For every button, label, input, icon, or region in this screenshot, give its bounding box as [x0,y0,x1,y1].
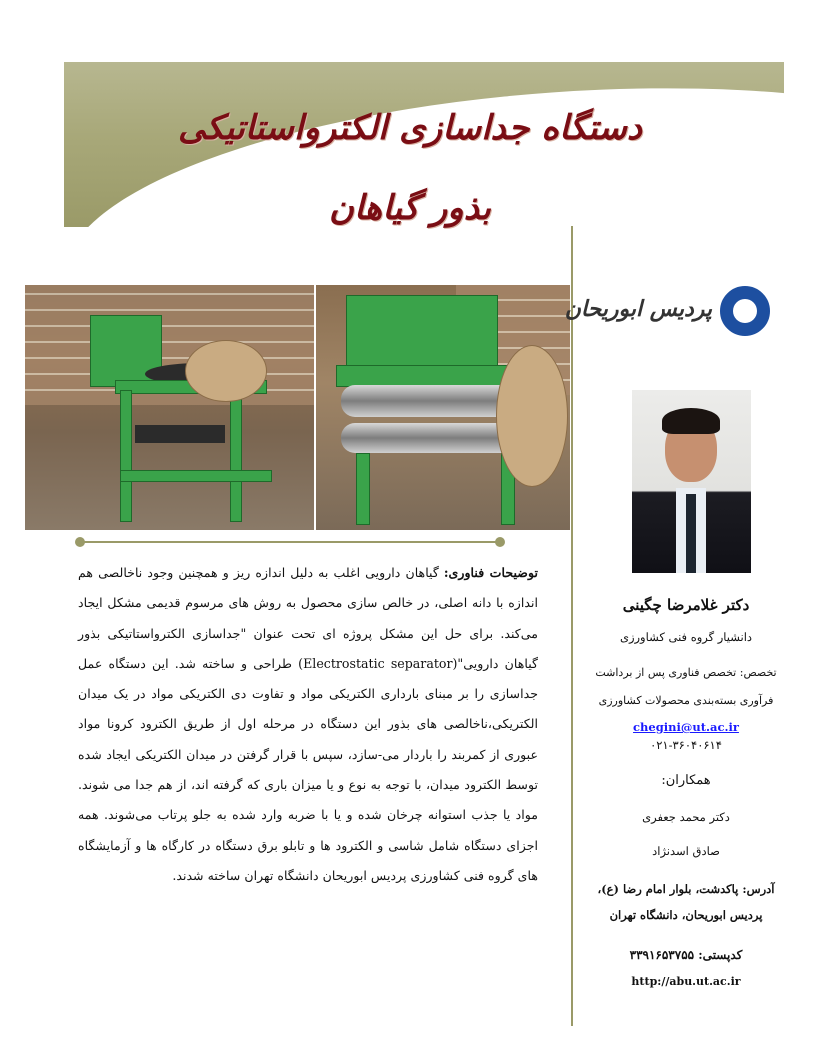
researcher-specialty-1: تخصص: تخصص فناوری پس از برداشت [595,666,777,679]
collaborator-2: صادق اسدنژاد [652,844,720,858]
address-line-2: پردیس ابوریحان، دانشگاه تهران [609,908,763,922]
logo-text: پردیس ابوریحان [564,296,712,322]
address-line-1: آدرس: پاکدشت، بلوار امام رضا (ع)، [597,882,775,896]
researcher-specialty-2: فرآوری بسته‌بندی محصولات کشاورزی [598,694,774,707]
machine-photo-front-view [316,285,570,530]
vertical-divider [571,226,573,1026]
postal-code: کدپستی: ۳۳۹۱۶۵۳۷۵۵ [629,948,743,962]
website-url[interactable]: http://abu.ut.ac.ir [631,975,741,988]
researcher-position: دانشیار گروه فنی کشاورزی [619,630,753,644]
page-title: دستگاه جداسازی الکترواستاتیکی بذور گیاهان [177,108,643,228]
researcher-portrait [632,390,751,573]
collaborators-label: همکاران: [661,773,711,788]
technology-description [78,558,538,891]
email-link[interactable]: chegini@ut.ac.ir [633,720,739,734]
researcher-name: دکتر غلامرضا چگینی [622,596,750,614]
section-divider [80,541,500,543]
description-body: گیاهان دارویی اغلب به دلیل اندازه ریز و همچنین وجود ناخالصی هم اندازه با دانه اصلی، در خالص سازی محصول به روش های مرسوم قدیمی مشکل ایجاد می‌کند. برای حل این مشکل پروژه ای تحت عنوان "جداسازی الکترواستاتیکی بذور گیاهان دارویی"(Electrostatic separator) طراحی و ساخته شد. این دستگاه عمل جداسازی را بر مبنای بارداری الکتریکی مواد و تفاوت دی الکتریکی مواد در یک میدان الکتریکی،ناخالصی های بذور این دستگاه در مرحله اول از طریق الکترود کرونا مواد عبوری از کمربند را باردار می-سازد، سپس با قرار گرفتن در میدان الکتریکی ایجاد شده توسط الکترود میدان، با توجه به نوع و یا میزان باری که گرفته اند، از هم جدا می شوند. مواد یا جذب استوانه چرخان شده و یا با ضربه وارد شده به جلو پرتاب می‌شوند. همه اجزای دستگاه شامل شاسی و الکترود ها و تابلو برق دستگاه در کارگاه ها و آزمایشگاه های گروه فنی کشاورزی پردیس ابوریحان دانشگاه تهران ساخته شدند. [78,565,539,883]
phone-number: ۰۲۱-۳۶۰۴۰۶۱۴ [650,738,722,752]
email-row [588,720,784,734]
university-logo [564,286,778,338]
university-emblem-icon [720,286,770,336]
description-lead: توضیحات فناوری: [443,565,538,580]
machine-photo-side-view [25,285,314,530]
collaborator-1: دکتر محمد جعفری [642,810,730,824]
